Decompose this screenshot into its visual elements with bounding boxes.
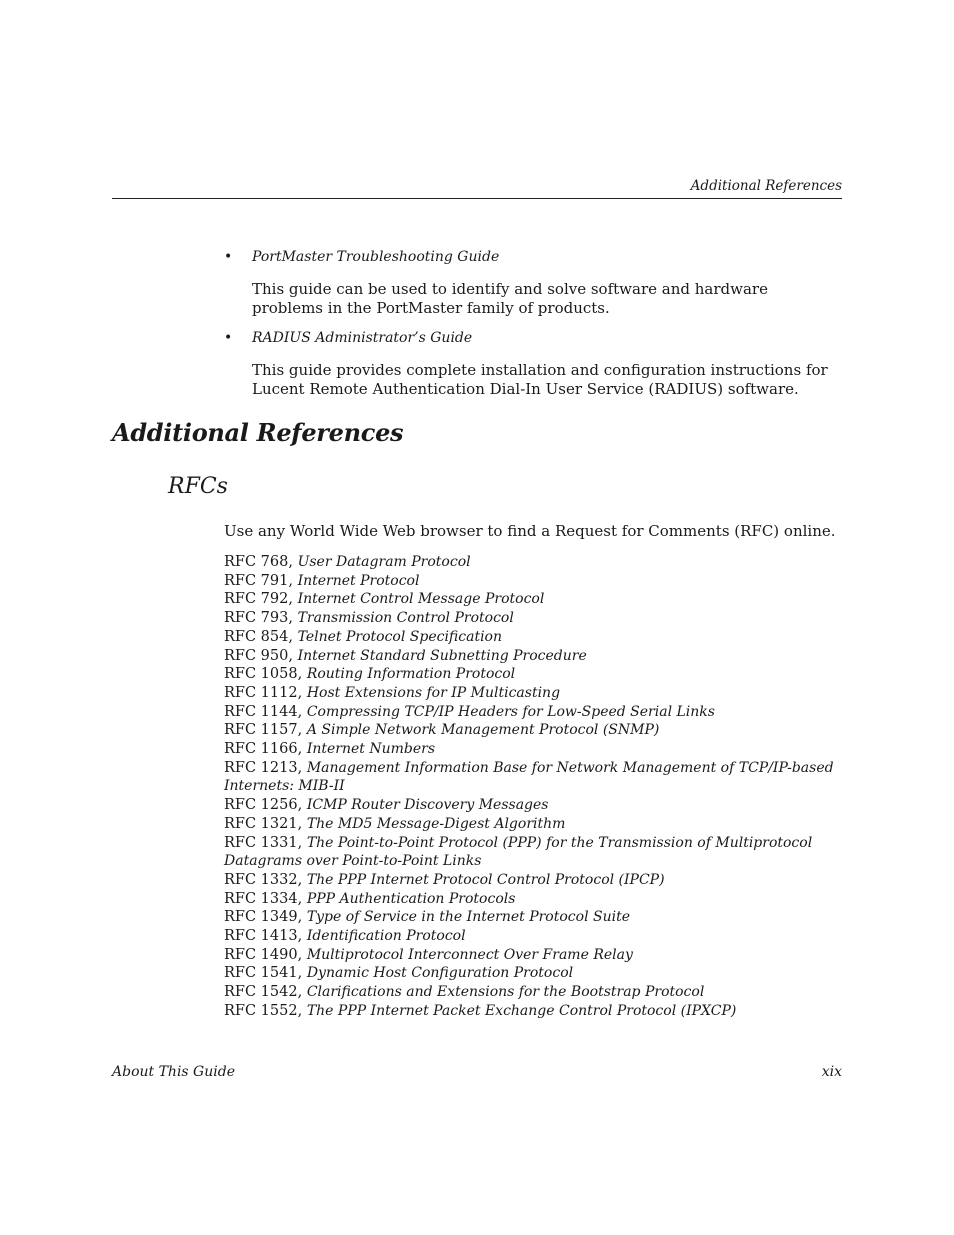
rfc-list-item xyxy=(224,871,842,890)
rfc-number: RFC 1349, xyxy=(224,909,303,926)
rfc-title: ICMP Router Discovery Messages xyxy=(306,797,549,814)
rfc-number: RFC 792, xyxy=(224,591,293,608)
header-rule xyxy=(112,198,842,199)
rfc-number: RFC 1552, xyxy=(224,1002,303,1019)
rfc-title: Identification Protocol xyxy=(306,928,466,945)
rfc-list-item xyxy=(224,1002,842,1021)
rfc-number: RFC 1058, xyxy=(224,666,303,683)
rfc-title: The PPP Internet Protocol Control Protocol (IPCP) xyxy=(306,871,665,888)
rfc-number: RFC 1332, xyxy=(224,871,303,888)
section-heading: Additional References xyxy=(112,418,404,447)
rfc-list-item xyxy=(224,796,842,815)
rfc-list-item xyxy=(224,721,842,740)
bullet-dot: • xyxy=(224,249,233,265)
bullet-title-text: RADIUS Administrator’s Guide xyxy=(252,330,473,346)
rfc-number: RFC 1157, xyxy=(224,722,303,739)
rfc-title: A Simple Network Management Protocol (SNMP) xyxy=(306,722,660,739)
rfc-list-item xyxy=(224,647,842,666)
rfc-list-item xyxy=(224,609,842,628)
rfc-title: The MD5 Message-Digest Algorithm xyxy=(306,815,566,832)
rfc-title: Internet Control Message Protocol xyxy=(297,591,545,608)
rfc-number: RFC 1334, xyxy=(224,890,303,907)
bullet-description: This guide provides complete installation and configuration instructions for Lucent Remote Authentication Dial-In User Service (RADIUS) software. xyxy=(252,361,828,398)
rfc-number: RFC 768, xyxy=(224,554,293,570)
bullet-item-radius-guide xyxy=(224,329,842,398)
rfc-list-item xyxy=(224,665,842,684)
bullet-item-troubleshooting-guide xyxy=(224,248,842,317)
rfc-list-item xyxy=(224,553,842,572)
running-header: Additional References xyxy=(690,178,842,194)
rfc-number: RFC 1541, xyxy=(224,965,303,982)
rfc-number: RFC 1256, xyxy=(224,797,303,814)
rfc-title: Type of Service in the Internet Protocol Suite xyxy=(306,909,630,926)
rfc-title: PPP Authentication Protocols xyxy=(306,890,516,907)
rfc-title: Transmission Control Protocol xyxy=(297,610,514,627)
rfc-list-item xyxy=(224,572,842,591)
rfc-number: RFC 1144, xyxy=(224,703,303,720)
rfc-number: RFC 854, xyxy=(224,628,293,645)
rfc-number: RFC 950, xyxy=(224,647,293,664)
rfc-number: RFC 1490, xyxy=(224,946,303,963)
subsection-heading: RFCs xyxy=(168,474,228,499)
rfc-number: RFC 1321, xyxy=(224,815,303,832)
footer-section-title: About This Guide xyxy=(112,1064,235,1080)
section-intro: Use any World Wide Web browser to find a Request for Comments (RFC) online. xyxy=(224,522,836,540)
rfc-list-item xyxy=(224,983,842,1002)
rfc-list-item xyxy=(224,590,842,609)
rfc-title: Multiprotocol Interconnect Over Frame Relay xyxy=(306,946,633,963)
rfc-number: RFC 1413, xyxy=(224,928,303,945)
rfc-list-item xyxy=(224,684,842,703)
rfc-list-item xyxy=(224,815,842,834)
rfc-list-item xyxy=(224,927,842,946)
rfc-number: RFC 1166, xyxy=(224,741,303,758)
rfc-title: Internet Standard Subnetting Procedure xyxy=(297,647,587,664)
bullet-dot: • xyxy=(224,330,233,346)
rfc-number: RFC 793, xyxy=(224,610,293,627)
rfc-list-item xyxy=(224,834,842,871)
rfc-title: Host Extensions for IP Multicasting xyxy=(306,684,561,701)
rfc-title: Telnet Protocol Specification xyxy=(297,628,502,645)
bullet-title xyxy=(224,248,842,266)
bullet-title-text: PortMaster Troubleshooting Guide xyxy=(252,249,500,265)
rfc-title: Internet Protocol xyxy=(297,572,420,589)
rfc-title: Routing Information Protocol xyxy=(306,666,516,683)
rfc-title: Clarifications and Extensions for the Bootstrap Protocol xyxy=(306,984,705,1001)
bullet-title xyxy=(224,329,842,347)
rfc-number: RFC 1112, xyxy=(224,684,303,701)
rfc-title: Dynamic Host Configuration Protocol xyxy=(306,965,574,982)
rfc-title: The Point-to-Point Protocol (PPP) for the Transmission of Multiprotocol Datagrams over Point-to-Point Links xyxy=(224,834,813,870)
rfc-list xyxy=(224,553,842,1021)
footer-page-number: xix xyxy=(821,1064,842,1080)
rfc-list-item xyxy=(224,890,842,909)
rfc-list-item xyxy=(224,908,842,927)
rfc-title: Internet Numbers xyxy=(306,741,436,758)
rfc-number: RFC 1542, xyxy=(224,984,303,1001)
rfc-list-item xyxy=(224,703,842,722)
rfc-list-item xyxy=(224,964,842,983)
rfc-list-item xyxy=(224,759,842,796)
rfc-title: User Datagram Protocol xyxy=(297,554,471,570)
rfc-number: RFC 1331, xyxy=(224,834,303,851)
rfc-number: RFC 1213, xyxy=(224,759,303,776)
rfc-list-item xyxy=(224,628,842,647)
rfc-list-item xyxy=(224,740,842,759)
bullet-description: This guide can be used to identify and solve software and hardware problems in the PortMaster family of products. xyxy=(252,280,768,317)
rfc-number: RFC 791, xyxy=(224,572,293,589)
rfc-list-item xyxy=(224,946,842,965)
rfc-title: Management Information Base for Network Management of TCP/IP-based Internets: MIB-II xyxy=(224,759,834,795)
rfc-title: Compressing TCP/IP Headers for Low-Speed Serial Links xyxy=(306,703,715,720)
rfc-title: The PPP Internet Packet Exchange Control Protocol (IPXCP) xyxy=(306,1002,737,1019)
